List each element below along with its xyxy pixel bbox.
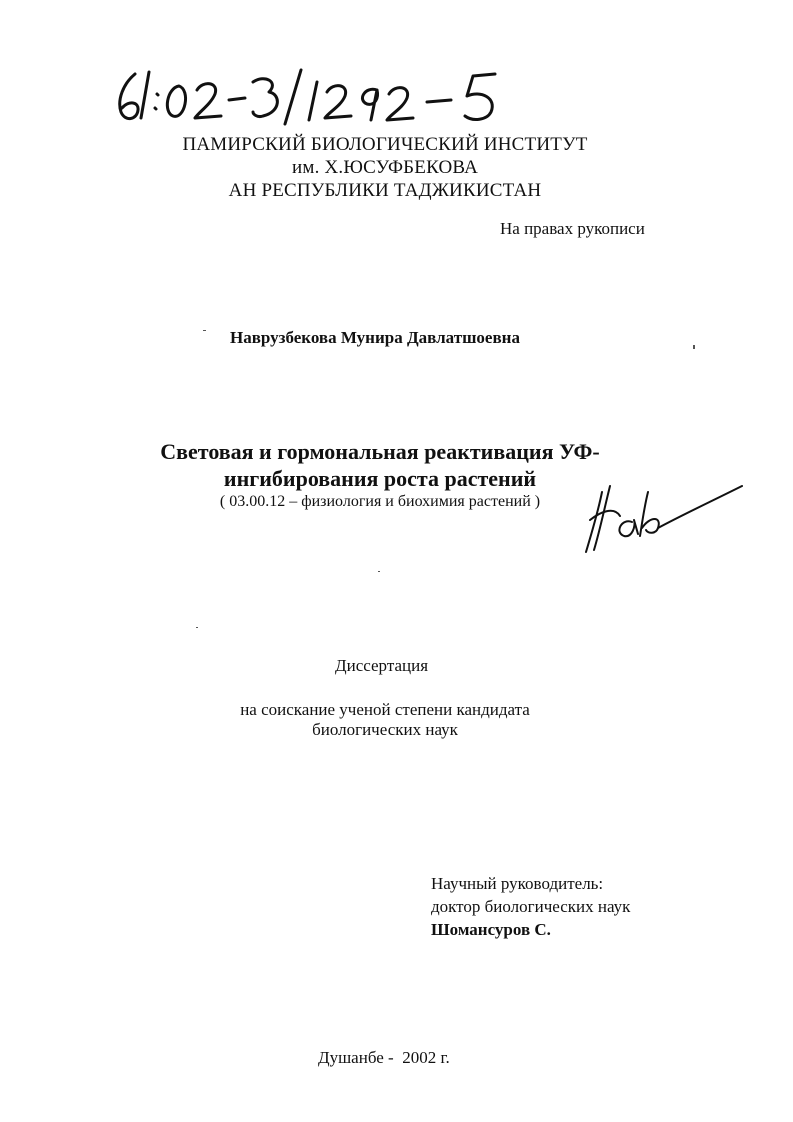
signature: [580, 472, 745, 557]
institute-honorific: им. Х.ЮСУФБЕКОВА: [291, 157, 478, 178]
rights-note: На правах рукописи: [500, 219, 645, 238]
title-line-1: Световая и гормональная реактивация УФ-: [160, 439, 600, 464]
supervisor-label: Научный руководитель:: [431, 874, 604, 893]
degree-line-2: биологических наук: [312, 720, 458, 739]
city-year: Душанбе - 2002 г.: [318, 1048, 450, 1067]
supervisor-block: [431, 872, 630, 941]
signature-strokes: [580, 472, 745, 557]
title-line-2: ингибирования роста растений: [223, 466, 537, 491]
degree-block: [200, 700, 570, 740]
archive-code-strokes: [105, 60, 545, 130]
dissertation-title: [120, 438, 640, 492]
document-type: Диссертация: [335, 656, 429, 675]
institute-block: [150, 133, 620, 202]
specialty-code: ( 03.00.12 – физиология и биохимия растений ): [219, 493, 541, 510]
scan-speck: [693, 345, 695, 349]
scan-speck: [203, 330, 206, 331]
supervisor-name: Шомансуров С.: [431, 920, 551, 939]
scan-speck: [196, 627, 198, 628]
author-name: Наврузбекова Мунира Давлатшоевна: [230, 328, 520, 347]
scan-speck: [378, 571, 380, 572]
archive-code-handwritten: [105, 60, 545, 130]
academy-name: АН РЕСПУБЛИКИ ТАДЖИКИСТАН: [228, 180, 542, 201]
degree-line-1: на соискание ученой степени кандидата: [240, 700, 530, 719]
supervisor-title: доктор биологических наук: [431, 897, 631, 916]
institute-name: ПАМИРСКИЙ БИОЛОГИЧЕСКИЙ ИНСТИТУТ: [182, 134, 588, 155]
